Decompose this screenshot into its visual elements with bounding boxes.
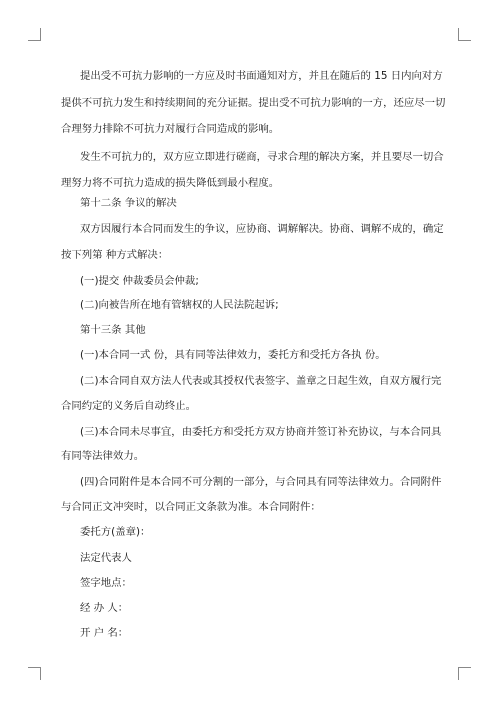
text-line: (一)提交 仲裁委员会仲裁; — [80, 275, 199, 287]
signature-field-label: 开 户 名： — [80, 627, 129, 639]
text-line: 理努力将不可抗力造成的损失降低到最小程度。 — [61, 177, 280, 189]
signature-field-label: 法定代表人 — [80, 552, 132, 564]
signature-field-label: 委托方(盖章)： — [80, 526, 151, 538]
section-heading: 第十三条 其他 — [80, 324, 146, 336]
signature-field-label: 签字地点： — [80, 577, 132, 589]
text-line: (四)合同附件是本合同不可分割的一部分，与合同具有同等法律效力。合同附件 — [80, 476, 442, 488]
crop-mark-bottom-left — [28, 667, 41, 680]
signature-field-label: 经 办 人： — [80, 602, 129, 614]
text-line: 发生不可抗力的，双方应立即进行磋商，寻求合理的解决方案，并且要尽一切合 — [80, 151, 444, 163]
crop-mark-bottom-right — [458, 667, 471, 680]
crop-mark-top-left — [28, 28, 41, 41]
text-line: 合理努力排除不可抗力对履行合同造成的影响。 — [61, 123, 280, 135]
text-line: 按下列第 种方式解决： — [61, 249, 169, 261]
text-line: 合同约定的义务后自动终止。 — [61, 400, 197, 412]
text-line: (一)本合同一式 份，具有同等法律效力，委托方和受托方各执 份。 — [80, 349, 386, 361]
text-line: 与合同正文冲突时，以合同正文条款为准。本合同附件： — [61, 501, 321, 513]
text-line: 有同等法律效力。 — [61, 450, 145, 462]
text-line: 双方因履行本合同而发生的争议，应协商、调解解决。协商、调解不成的，确定 — [80, 223, 444, 235]
text-line: 提出受不可抗力影响的一方应及时书面通知对方，并且在随后的 15 日内向对方 — [80, 70, 443, 82]
section-heading: 第十二条 争议的解决 — [80, 197, 177, 209]
text-line: 提供不可抗力发生和持续期间的充分证据。提出受不可抗力影响的一方，还应尽一切 — [61, 97, 446, 109]
text-line: (二)本合同自双方法人代表或其授权代表签字、盖章之日起生效，自双方履行完 — [80, 375, 442, 387]
text-line: (三)本合同未尽事宜，由委托方和受托方双方协商并签订补充协议，与本合同具 — [80, 426, 442, 438]
text-line: (二)向被告所在地有管辖权的人民法院起诉; — [80, 299, 279, 311]
crop-mark-top-right — [458, 28, 471, 41]
